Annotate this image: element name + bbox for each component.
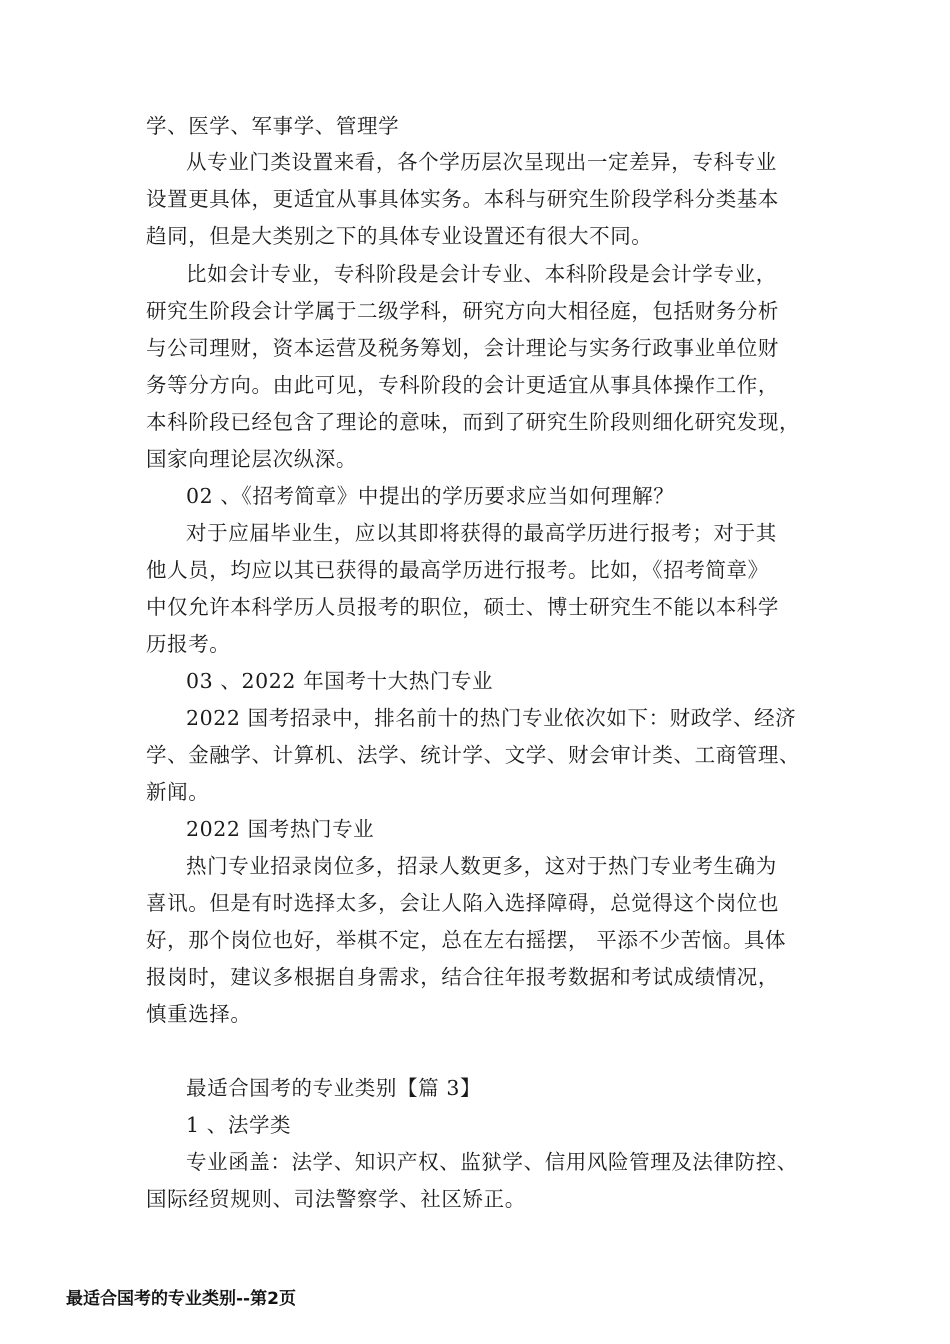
- text-line: 专业函盖：法学、知识产权、监狱学、信用风险管理及法律防控、: [186, 1150, 798, 1174]
- text-line: 对于应届毕业生，应以其即将获得的最高学历进行报考；对于其: [186, 521, 777, 545]
- text-line: 学、金融学、计算机、法学、统计学、文学、财会审计类、工商管理、: [146, 743, 801, 767]
- text-line: 好，那个岗位也好，举棋不定，总在左右摇摆， 平添不少苦恼。具体: [146, 928, 787, 952]
- text-line: 研究生阶段会计学属于二级学科，研究方向大相径庭，包括财务分析: [146, 299, 779, 323]
- text-line: 本科阶段已经包含了理论的意味，而到了研究生阶段则细化研究发现，: [146, 410, 801, 434]
- text-line: 国家向理论层次纵深。: [146, 447, 357, 471]
- text-line: 设置更具体，更适宜从事具体实务。本科与研究生阶段学科分类基本: [146, 187, 779, 211]
- text-line: 与公司理财，资本运营及税务筹划，会计理论与实务行政事业单位财: [146, 336, 779, 360]
- text-line: 历报考。: [146, 632, 231, 656]
- text-line: 从专业门类设置来看，各个学历层次呈现出一定差异，专科专业: [186, 150, 777, 174]
- text-line: 比如会计专业，专科阶段是会计专业、本科阶段是会计学专业，: [186, 262, 777, 286]
- text-line: 趋同，但是大类别之下的具体专业设置还有很大不同。: [146, 224, 653, 248]
- text-line: 务等分方向。由此可见，专科阶段的会计更适宜从事具体操作工作，: [146, 373, 779, 397]
- text-line: 2022 国考招录中，排名前十的热门专业依次如下：财政学、经济: [186, 706, 797, 730]
- page-footer: 最适合国考的专业类别--第2页: [66, 1289, 296, 1309]
- heading-question-02: 02 、《招考简章》中提出的学历要求应当如何理解？: [186, 484, 675, 508]
- text-line: 国际经贸规则、司法警察学、社区矫正。: [146, 1187, 526, 1211]
- subheading-hot-majors: 2022 国考热门专业: [186, 817, 375, 841]
- text-line: 慎重选择。: [146, 1002, 252, 1026]
- text-line: 报岗时，建议多根据自身需求，结合往年报考数据和考试成绩情况，: [146, 965, 779, 989]
- text-line: 喜讯。但是有时选择太多，会让人陷入选择障碍，总觉得这个岗位也: [146, 891, 779, 915]
- list-heading-law: 1 、法学类: [186, 1113, 292, 1137]
- text-line: 热门专业招录岗位多，招录人数更多，这对于热门专业考生确为: [186, 854, 777, 878]
- section-title-part-3: 最适合国考的专业类别【篇 3】: [186, 1076, 482, 1100]
- heading-03: 03 、2022 年国考十大热门专业: [186, 669, 494, 693]
- text-line: 他人员，均应以其已获得的最高学历进行报考。比如，《招考简章》: [146, 558, 769, 582]
- text-line: 学、医学、军事学、管理学: [146, 114, 400, 138]
- text-line: 新闻。: [146, 780, 210, 804]
- text-line: 中仅允许本科学历人员报考的职位，硕士、博士研究生不能以本科学: [146, 595, 779, 619]
